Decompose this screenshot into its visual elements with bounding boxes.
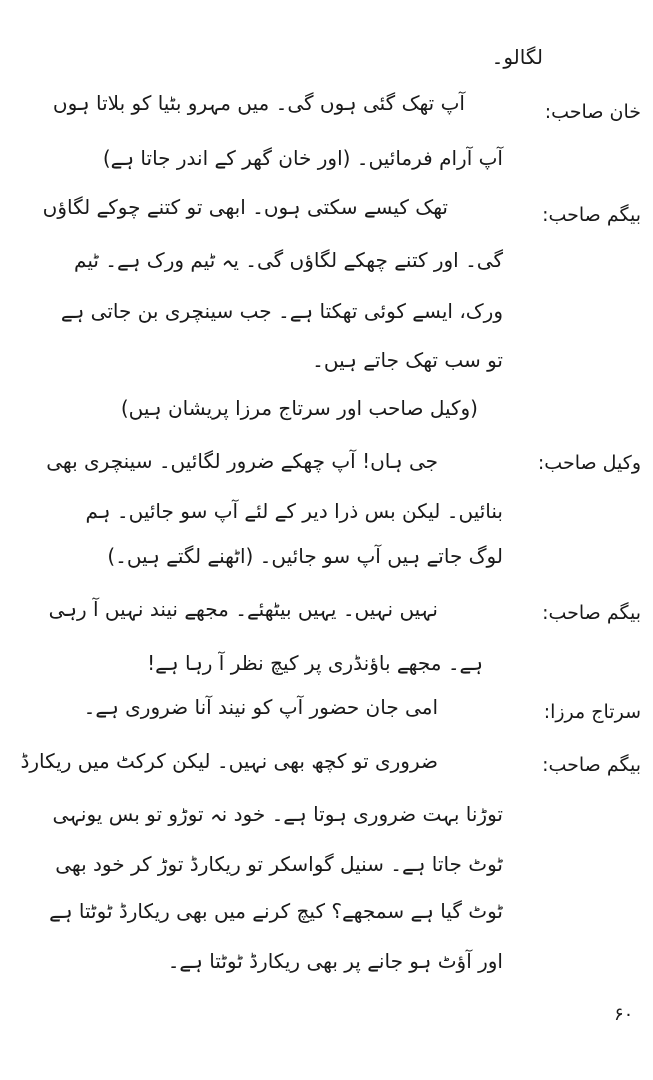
dialogue-line: نہیں نہیں۔ یہیں بیٹھئے۔ مجھے نیند نہیں آ رہی xyxy=(48,597,438,621)
dialogue-line: امی جان حضور آپ کو نیند آنا ضروری ہے۔ xyxy=(83,695,438,719)
scene-heading: لگالو۔ xyxy=(491,45,543,69)
dialogue-line: توڑنا بہت ضروری ہوتا ہے۔ خود نہ توڑو تو بس یونہی xyxy=(52,802,503,826)
dialogue-line: ہے۔ مجھے باؤنڈری پر کیچ نظر آ رہا ہے! xyxy=(147,651,483,675)
speaker-sartaj-mirza: سرتاج مرزا: xyxy=(543,701,641,723)
dialogue-line: جی ہاں! آپ چھکے ضرور لگائیں۔ سینچری بھی xyxy=(46,449,438,473)
dialogue-line: بنائیں۔ لیکن بس ذرا دیر کے لئے آپ سو جائیں۔ ہم xyxy=(85,499,503,523)
dialogue-line: تھک کیسے سکتی ہوں۔ ابھی تو کتنے چوکے لگاؤں xyxy=(42,195,448,219)
dialogue-line: آپ آرام فرمائیں۔ (اور خان گھر کے اندر جاتا ہے) xyxy=(102,146,503,170)
speaker-begum-sahab: بیگم صاحب: xyxy=(542,754,641,776)
stage-direction: (وکیل صاحب اور سرتاج مرزا پریشان ہیں) xyxy=(120,396,478,420)
dialogue-line: ضروری تو کچھ بھی نہیں۔ لیکن کرکٹ میں ریکارڈ xyxy=(20,749,438,773)
dialogue-line: ٹوٹ جاتا ہے۔ سنیل گواسکر تو ریکارڈ توڑ کر خود بھی xyxy=(55,852,503,876)
dialogue-line: گی۔ اور کتنے چھکے لگاؤں گی۔ یہ ٹیم ورک ہے۔ ٹیم xyxy=(74,248,503,272)
dialogue-line: ٹوٹ گیا ہے سمجھے؟ کیچ کرنے میں بھی ریکارڈ ٹوٹتا ہے xyxy=(49,899,503,923)
speaker-khan-sahab: خان صاحب: xyxy=(544,101,641,123)
page-number: ۶۰ xyxy=(614,1004,634,1025)
dialogue-line: ورک، ایسے کوئی تھکتا ہے۔ جب سینچری بن جاتی ہے xyxy=(60,299,503,323)
speaker-begum-sahab: بیگم صاحب: xyxy=(542,204,641,226)
speaker-vakil-sahab: وکیل صاحب: xyxy=(537,452,641,474)
dialogue-line: اور آؤٹ ہو جانے پر بھی ریکارڈ ٹوٹتا ہے۔ xyxy=(167,949,503,973)
dialogue-line: لوگ جاتے ہیں آپ سو جائیں۔ (اٹھنے لگتے ہیں۔) xyxy=(107,544,503,568)
dialogue-line: آپ تھک گئی ہوں گی۔ میں مہرو بٹیا کو بلاتا ہوں xyxy=(52,91,465,115)
dialogue-line: تو سب تھک جاتے ہیں۔ xyxy=(312,348,503,372)
speaker-begum-sahab: بیگم صاحب: xyxy=(542,602,641,624)
